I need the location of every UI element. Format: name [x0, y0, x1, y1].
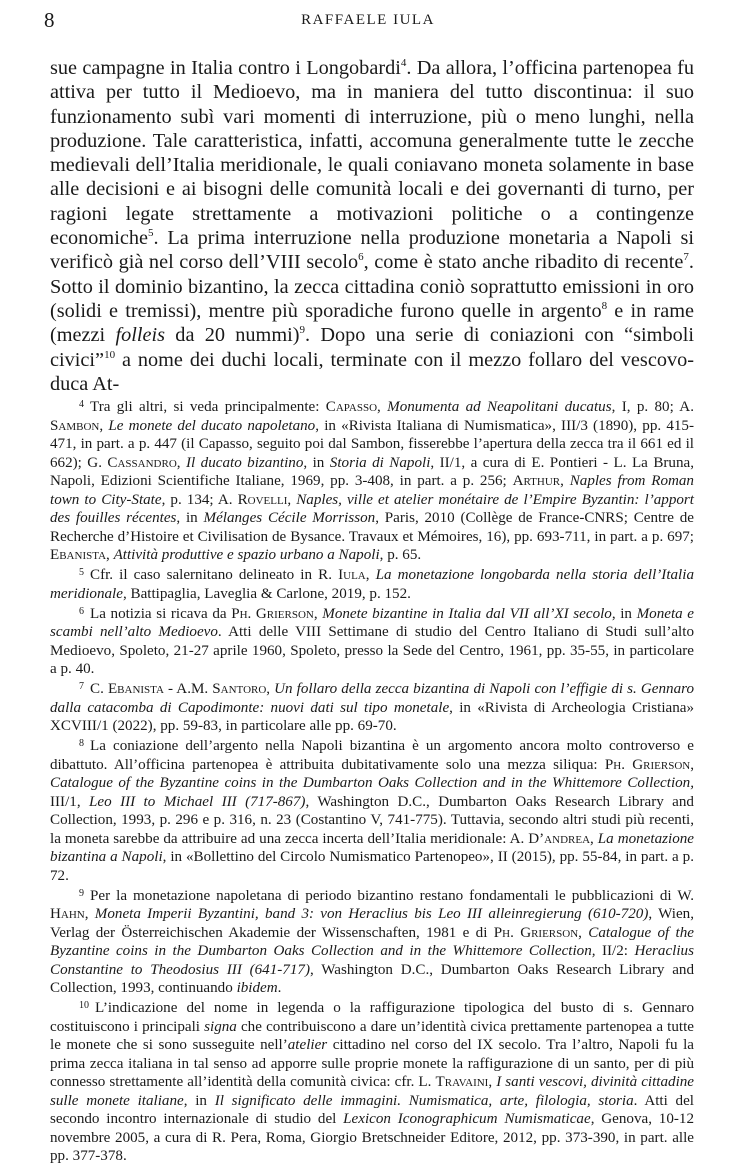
- footnote-number: 9: [79, 887, 84, 899]
- footnote: [50, 605, 694, 679]
- footnote: [50, 680, 694, 736]
- footnote-text: La notizia si ricava da Ph. Grierson, Monete bizantine in Italia dal VII all’XI secolo, in Moneta e scambi nell’alto Medioevo. Atti delle VIII Settimane di studio del Centro Italiano di Studi sull’alto Medioevo, Spoleto, 21-27 aprile 1960, Spoleto, presso la Sede del Centro, 1961, pp. 35-55, in particolare a p. 40.: [50, 605, 695, 677]
- footnote: [50, 566, 694, 603]
- footnote: [50, 737, 694, 885]
- footnote: [50, 999, 694, 1166]
- footnote: [50, 887, 694, 998]
- footnote-number: 10: [79, 1000, 89, 1011]
- footnote-text: Per la monetazione napoletana di periodo bizantino restano fondamentali le pubblicazioni di W. Hahn, Moneta Imperii Byzantini, band 3: von Heraclius bis Leo III alleinregierung (610-720), Wien, Verlag der Österreichischen Akademie der Wissenschaften, 1981 e di Ph. Grierson, Catalogue of the Byzantine coins in the Dumbarton Oaks Collection and in the Whittemore Collection, II/2: Heraclius Constantine to Theodosius III (641-717), Washington D.C., Dumbarton Oaks Research Library and Collection, 1993, continuando ibidem.: [50, 887, 695, 996]
- page-number: 8: [44, 8, 55, 32]
- body-paragraph: sue campagne in Italia contro i Longobardi$^4$. Da allora, l’officina partenopea fu attiva per tutto il Medioevo, ma in maniera del tutto discontinua: il suo funzionamento subì vari momenti di interruzione, più o meno lunghi, nella produzione. Tale caratteristica, infatti, accomuna generalmente tutte le zecche medievali dell’Italia meridionale, le quali coniavano moneta solamente in base alle decisioni e ai bisogni delle comunità locali e dei governanti di turno, per ragioni legate strettamente a motivazioni politiche o a contingenze economiche$^5$. La prima interruzione nella produzione monetaria a Napoli si verificò già nel corso dell’VIII secolo$^6$, come è stato anche ribadito di recente$^7$. Sotto il dominio bizantino, la zecca cittadina coniò soprattutto emissioni in oro (solidi e tremissi), mentre più sporadiche furono quelle in argento$^8$ e in rame (mezzi folleis da 20 nummi)$^9$. Dopo una serie di coniazioni con “simboli civici”$^{10}$ a nome dei duchi locali, terminate con il mezzo follaro del vescovo-duca At-: [50, 57, 695, 395]
- footnote-text: La coniazione dell’argento nella Napoli bizantina è un argomento ancora molto controverso e dibattuto. All’officina partenopea è attribuita dubitativamente solo una mezza siliqua: Ph. Grierson, Catalogue of the Byzantine coins in the Dumbarton Oaks Collection and in the Whittemore Collection, III/1, Leo III to Michael III (717-867), Washington D.C., Dumbarton Oaks Research Library and Collection, 1993, p. 296 e p. 316, n. 23 (Costantino V, 741-775). Tuttavia, secondo altri studi più recenti, la moneta sarebbe da attribuire ad una zecca incerta dell’Italia meridionale: A. D’andrea, La monetazione bizantina a Napoli, in «Bollettino del Circolo Numismatico Partenopeo», II (2015), pp. 55-84, in part. a p. 72.: [50, 738, 695, 884]
- footnote-number: 7: [79, 681, 84, 692]
- footnote-number: 8: [79, 738, 84, 749]
- footnote-text: Tra gli altri, si veda principalmente: Capasso, Monumenta ad Neapolitani ducatus, I, p. 80; A. Sambon, Le monete del ducato napoletano, in «Rivista Italiana di Numismatica», III/3 (1890), pp. 415-471, in part. a p. 447 (il Capasso, seguito poi dal Sambon, fisserebbe l’apertura della zecca tra il 661 ed il 662); G. Cassandro, Il ducato bizantino, in Storia di Napoli, II/1, a cura di E. Pontieri - L. La Bruna, Napoli, Edizioni Scientifiche Italiane, 1969, pp. 3-408, in part. a p. 256; Arthur, Naples from Roman town to City-State, p. 134; A. Rovelli, Naples, ville et atelier monétaire de l’Empire Byzantin: l’apport des fouilles récentes, in Mélanges Cécile Morrisson, Paris, 2010 (Collège de France-CNRS; Centre de Recherche d’Histoire et Civilisation de Bysance. Travaux et Mémoires, 16), pp. 693-711, in part. a p. 697; Ebanista, Attività produttive e spazio urbano a Napoli, p. 65.: [50, 399, 695, 563]
- footnote-text: L’indicazione del nome in legenda o la raffigurazione tipologica del busto di s. Gennaro costituiscono i principali signa che contribuiscono a dare un’identità civica prettamente partenopea a tutte le monete che si sono susseguite nell’atelier cittadino nel corso del IX secolo. Tra l’altro, Napoli fu la prima zecca italiana in tal senso ad apporre sulle proprie monete la raffigurazione di un santo, per di più connesso strettamente all’identità della comunità civica: cfr. L. Travaini, I santi vescovi, divinità cittadine sulle monete italiane, in Il significato delle immagini. Numismatica, arte, filologia, storia. Atti del secondo incontro internazionale di studio del Lexicon Iconographicum Numismaticae, Genova, 10-12 novembre 2005, a cura di R. Pera, Roma, Giorgio Bretschneider Editore, 2012, pp. 373-390, in part. alle pp. 377-378.: [50, 1000, 695, 1164]
- footnote-number: 4: [79, 399, 84, 410]
- footnote-text: Cfr. il caso salernitano delineato in R. Iula, La monetazione longobarda nella storia dell’Italia meridionale, Battipaglia, Laveglia & Carlone, 2019, p. 152.: [50, 567, 694, 602]
- footnote-text: C. Ebanista - A.M. Santoro, Un follaro della zecca bizantina di Napoli con l’effigie di s. Gennaro dalla catacomba di Capodimonte: nuovi dati sul tipo monetale, in «Rivista di Archeologia Cristiana» XCVIII/1 (2022), pp. 59-83, in particolare alle pp. 69-70.: [50, 681, 695, 734]
- page-header: [44, 8, 692, 38]
- footnote-number: 5: [79, 567, 84, 578]
- footnotes: [50, 398, 694, 1167]
- footnote-number: 6: [79, 605, 84, 617]
- footnote: [50, 398, 694, 565]
- running-head: RAFFAELE IULA: [301, 12, 435, 28]
